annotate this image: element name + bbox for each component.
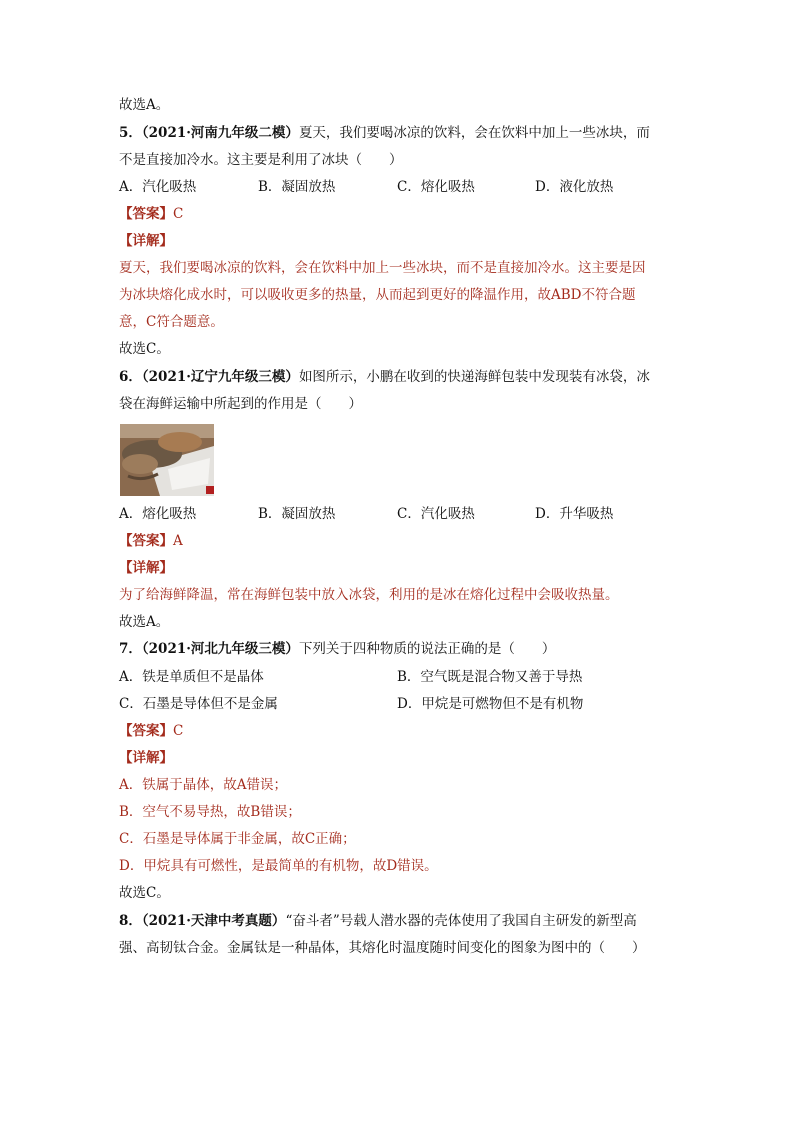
question-5-number: 5． <box>119 125 142 141</box>
q7-option-b: B．空气既是混合物又善于导热 <box>397 669 583 685</box>
q7-answer <box>119 722 679 740</box>
answer-tag: 【答案】 <box>119 206 173 222</box>
question-5-source: （2021·河南九年级二模） <box>141 125 299 141</box>
detail-tag: 【详解】 <box>119 560 173 576</box>
q5-detail-line-1: 夏天，我们要喝冰凉的饮料，会在饮料中加上一些冰块，而不是直接加冷水。这主要是因 <box>119 260 646 276</box>
answer-tag: 【答案】 <box>119 533 173 549</box>
prev-final-answer: 故选A。 <box>119 97 170 113</box>
q6-option-a: A．熔化吸热 <box>119 506 197 522</box>
question-8-number: 8． <box>119 913 142 929</box>
question-6-text: 如图所示，小鹏在收到的快递海鲜包装中发现装有冰袋，冰 <box>298 369 650 385</box>
question-7-line-1 <box>119 640 679 658</box>
q6-detail-tag <box>119 559 679 577</box>
q7-detail-line-1: A．铁属于晶体，故A错误； <box>119 777 287 793</box>
question-7-source: （2021·河北九年级三模） <box>141 641 299 657</box>
q7-detail-line-4: D．甲烷具有可燃性，是最简单的有机物，故D错误。 <box>119 858 438 874</box>
question-8-source: （2021·天津中考真题） <box>141 913 286 929</box>
q7-answer-value: C <box>173 723 184 739</box>
q7-option-a: A．铁是单质但不是晶体 <box>119 669 264 685</box>
q6-answer <box>119 532 679 550</box>
q6-detail-line-1: 为了给海鲜降温，常在海鲜包装中放入冰袋，利用的是冰在熔化过程中会吸收热量。 <box>119 587 619 603</box>
q5-detail-line-2: 为冰块熔化成水时，可以吸收更多的热量，从而起到更好的降温作用，故ABD不符合题 <box>119 287 636 303</box>
q6-option-d: D．升华吸热 <box>535 506 614 522</box>
question-6-line-2: 袋在海鲜运输中所起到的作用是（ ） <box>119 396 362 412</box>
q5-answer-value: C <box>173 206 184 222</box>
q5-option-c: C．熔化吸热 <box>397 179 475 195</box>
q5-answer <box>119 205 679 223</box>
q5-detail-tag <box>119 232 679 250</box>
answer-tag: 【答案】 <box>119 723 173 739</box>
q7-option-d: D．甲烷是可燃物但不是有机物 <box>397 696 584 712</box>
q7-detail-line-2: B．空气不易导热，故B错误； <box>119 804 301 820</box>
question-7-number: 7． <box>119 641 142 657</box>
q7-final: 故选C。 <box>119 885 170 901</box>
seafood-package-photo-icon <box>120 424 214 496</box>
question-8-text: “奋斗者”号载人潜水器的壳体使用了我国自主研发的新型高 <box>285 913 637 929</box>
question-8-line-2: 强、高韧钛合金。金属钛是一种晶体，其熔化时温度随时间变化的图象为图中的（ ） <box>119 940 646 956</box>
question-5-line-1 <box>119 124 679 142</box>
detail-tag: 【详解】 <box>119 750 173 766</box>
q5-option-a: A．汽化吸热 <box>119 179 197 195</box>
q5-final: 故选C。 <box>119 341 170 357</box>
q6-final: 故选A。 <box>119 614 170 630</box>
question-8-line-1 <box>119 912 679 930</box>
q6-answer-value: A <box>173 533 183 549</box>
question-7-text: 下列关于四种物质的说法正确的是（ ） <box>298 641 556 657</box>
q7-detail-line-3: C．石墨是导体属于非金属，故C正确； <box>119 831 356 847</box>
q5-detail-line-3: 意，C符合题意。 <box>119 314 224 330</box>
q7-detail-tag <box>119 749 679 767</box>
q5-option-b: B．凝固放热 <box>258 179 336 195</box>
q6-option-b: B．凝固放热 <box>258 506 336 522</box>
question-6-number: 6． <box>119 369 142 385</box>
question-5-line-2: 不是直接加冷水。这主要是利用了冰块（ ） <box>119 152 403 168</box>
q6-option-c: C．汽化吸热 <box>397 506 475 522</box>
question-5-text: 夏天，我们要喝冰凉的饮料，会在饮料中加上一些冰块，而 <box>298 125 650 141</box>
q5-option-d: D．液化放热 <box>535 179 614 195</box>
q7-option-c: C．石墨是导体但不是金属 <box>119 696 278 712</box>
question-6-source: （2021·辽宁九年级三模） <box>141 369 299 385</box>
detail-tag: 【详解】 <box>119 233 173 249</box>
question-6-line-1 <box>119 368 679 386</box>
